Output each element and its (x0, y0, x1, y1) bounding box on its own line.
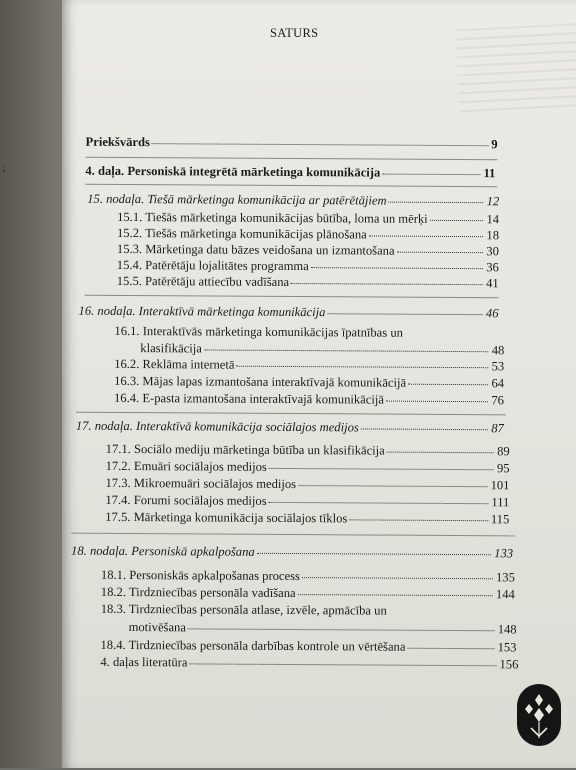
toc-entry-chapter-15: 15. nodaļa. Tiešā mārketinga komunikācija ar patērētājiem 12 (87, 191, 500, 209)
toc-entry-15-1: 15.1. Tiešās mārketinga komunikācijas būtība, loma un mērķi 14 (117, 209, 500, 227)
separator-line (85, 184, 497, 188)
toc-entry-part-4: 4. daļa. Personiskā integrētā mārketinga komunikācija 11 (85, 163, 496, 181)
toc-entry-16-4: 16.4. E-pasta izmantošana interaktīvajā komunikācijā 76 (113, 390, 505, 408)
toc-entry-15-3: 15.3. Mārketinga datu bāzes veidošana un izmantošana 30 (116, 241, 499, 259)
facing-page-mark: ; (2, 160, 6, 174)
toc-entry-chapter-16: 16. nodaļa. Interaktīvā mārketinga komunikācija 46 (78, 303, 499, 321)
toc-entry-16-1: 16.1. Interaktīvās mārketinga komunikācijas īpatnības un klasifikācija 48 (114, 323, 505, 358)
toc-entry-17-3: 17.3. Mikroemuāri sociālajos medijos 101 (105, 475, 510, 493)
toc-entry-15-5: 15.5. Patērētāju attiecību vadīšana 41 (116, 273, 499, 291)
toc-entry-15-4: 15.4. Patērētāju lojalitātes programma 36 (116, 257, 499, 275)
toc-entry-18-4: 18.4. Tirdzniecības personāla darbības kontrole un vērtēšana 153 (100, 637, 517, 655)
toc-entry-18-3: 18.3. Tirdzniecības personāla atlase, izvēle, apmācība un motivēšana 148 (100, 601, 517, 637)
toc-entry-16-3: 16.3. Mājas lapas izmantošana interaktīvajā komunikācijā 64 (114, 373, 505, 391)
separator-line (85, 157, 497, 161)
separator-line (76, 412, 506, 416)
toc-entry-16-2: 16.2. Reklāma internetā 53 (114, 356, 505, 374)
toc-entry-18-1: 18.1. Personiskās apkalpošanas process 135 (100, 567, 515, 585)
toc-entry-foreword: Priekšvārds 9 (85, 134, 498, 152)
toc-entry-17-4: 17.4. Forumi sociālajos medijos 111 (105, 492, 510, 510)
page-title: SATURS (270, 26, 319, 40)
separator-line (85, 295, 499, 299)
toc-entry-chapter-17: 17. nodaļa. Interaktīvā komunikācija sociālajos medijos 87 (75, 418, 504, 436)
toc-entry-18-2: 18.2. Tirdzniecības personāla vadīšana 144 (100, 584, 515, 602)
toc-entry-17-2: 17.2. Emuāri sociālajos medijos 95 (105, 458, 510, 476)
toc-entry-part-4-literature: 4. daļas literatūra 156 (100, 654, 519, 672)
toc-entry-17-5: 17.5. Mārketinga komunikācija sociālajos tīklos 115 (105, 509, 510, 527)
ornament-icon (517, 684, 561, 746)
separator-line (71, 533, 515, 537)
toc-entry-17-1: 17.1. Sociālo mediju mārketinga būtība un klasifikācija 89 (105, 441, 510, 459)
watermark-badge (517, 684, 561, 746)
toc-entry-15-2: 15.2. Tiešās mārketinga komunikācijas plānošana 18 (116, 225, 500, 243)
toc-entry-chapter-18: 18. nodaļa. Personiskā apkalpošana 133 (71, 543, 514, 561)
